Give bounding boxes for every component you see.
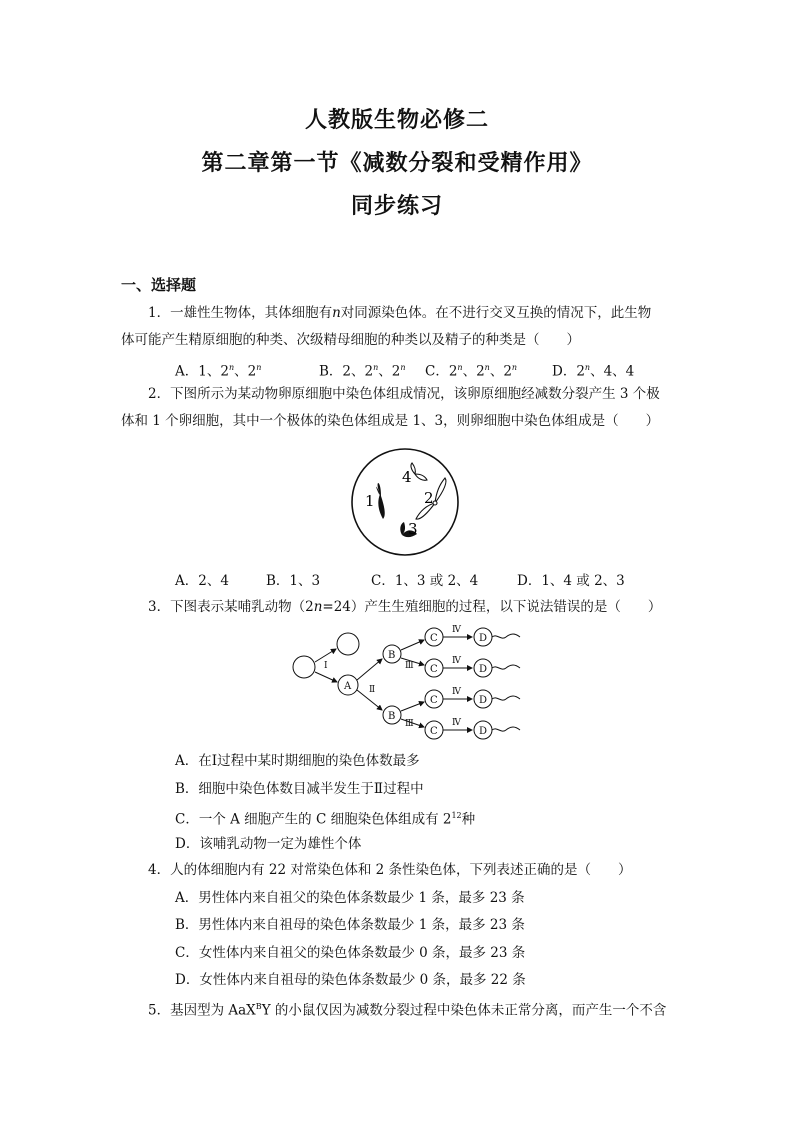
q4-option-b: B．男性体内来自祖母的染色体条数最少 1 条，最多 23 条 [175,917,525,933]
q3-stem: 3．下图表示某哺乳动物（2n=24）产生生殖细胞的过程，以下说法错误的是（ ） [148,599,662,615]
q2-option-b: B．1、3 [266,573,321,589]
q1-option-a: A．1、2$^n$、2$^n$ [175,363,262,380]
svg-text:Ⅳ: Ⅳ [452,625,461,635]
original-cell [293,656,315,678]
svg-text:Ⅱ: Ⅱ [369,685,376,695]
title-line-2: 第二章第一节《减数分裂和受精作用》 [201,150,593,176]
q4-stem: 4．人的体细胞内有 22 对常染色体和 2 条性染色体，下列表述正确的是（ ） [148,862,632,878]
svg-text:Ⅲ: Ⅲ [405,719,414,729]
svg-text:B: B [388,711,396,722]
q2-option-d: D．1、4 或 2、3 [517,573,625,589]
title-line-1: 人教版生物必修二 [304,107,489,133]
oocyte-diagram [350,446,460,558]
q1-number: 1． [148,305,171,321]
label-1: 1 [365,492,375,510]
q2-option-c: C．1、3 或 2、4 [371,573,479,589]
gamete-formation-diagram [286,622,526,742]
svg-text:D: D [479,726,488,737]
q1-text-a: 一雄性生物体，其体细胞有 [170,305,333,321]
svg-text:C: C [430,726,438,737]
svg-text:C: C [430,695,438,706]
q3-option-c: C．一个 A 细胞产生的 C 细胞染色体组成有 $2^{12}$种 [175,811,476,828]
label-3: 3 [408,520,418,538]
svg-text:A: A [344,681,352,692]
svg-text:C: C [430,633,438,644]
q3-option-b: B．细胞中染色体数目减半发生于Ⅱ过程中 [175,781,424,797]
sperm-tail-1 [492,634,520,638]
q3-option-a: A．在Ⅰ过程中某时期细胞的染色体数最多 [175,753,420,769]
q1-stem-line1 [148,305,651,321]
svg-text:D: D [479,695,488,706]
q2-option-a: A．2、4 [175,573,229,589]
q1-variable: n [332,305,341,321]
q4-option-a: A．男性体内来自祖父的染色体条数最少 1 条，最多 23 条 [175,890,525,906]
svg-text:Ⅰ: Ⅰ [324,661,328,671]
chromosome-4 [411,463,427,480]
title-line-3: 同步练习 [350,193,443,219]
q1-stem-line2: 体可能产生精原细胞的种类、次级精母细胞的种类以及精子的种类是（ ） [121,332,580,348]
sperm-tail-2 [492,665,520,669]
q1-option-b: B．2、2$^n$、2$^n$ [319,363,406,380]
q1-text-b: 对同源染色体。在不进行交叉互换的情况下，此生物 [340,305,652,321]
svg-text:Ⅳ: Ⅳ [452,687,461,697]
chromosome-1 [376,483,385,519]
svg-text:Ⅲ: Ⅲ [405,661,414,671]
section-heading: 一、选择题 [121,276,197,294]
svg-text:B: B [388,650,396,661]
daughter-cell-upper [337,633,359,655]
q1-option-d: D．2$^n$、4、4 [552,363,635,380]
q5-stem: 5．基因型为 AaX$^B$Y 的小鼠仅因为减数分裂过程中染色体未正常分离，而产生一个不含 [148,1002,667,1019]
svg-text:D: D [479,664,488,675]
sperm-tail-3 [492,696,520,700]
svg-text:Ⅳ: Ⅳ [452,656,461,666]
svg-text:Ⅳ: Ⅳ [452,718,461,728]
q1-option-c: C．2$^n$、2$^n$、2$^n$ [425,363,518,380]
q3-option-d: D．该哺乳动物一定为雄性个体 [175,836,362,852]
q2-stem-line1: 2．下图所示为某动物卵原细胞中染色体组成情况，该卵原细胞经减数分裂产生 3 个极 [148,386,660,402]
q4-option-c: C．女性体内来自祖父的染色体条数最少 0 条，最多 23 条 [175,945,526,961]
svg-text:C: C [430,664,438,675]
q4-option-d: D．女性体内来自祖母的染色体条数最少 0 条，最多 22 条 [175,972,526,988]
sperm-tail-4 [492,727,520,731]
q2-stem-line2: 体和 1 个卵细胞，其中一个极体的染色体组成是 1、3，则卵细胞中染色体组成是（ ） [121,413,660,429]
label-2: 2 [424,489,434,507]
svg-text:D: D [479,633,488,644]
label-4: 4 [402,468,412,486]
